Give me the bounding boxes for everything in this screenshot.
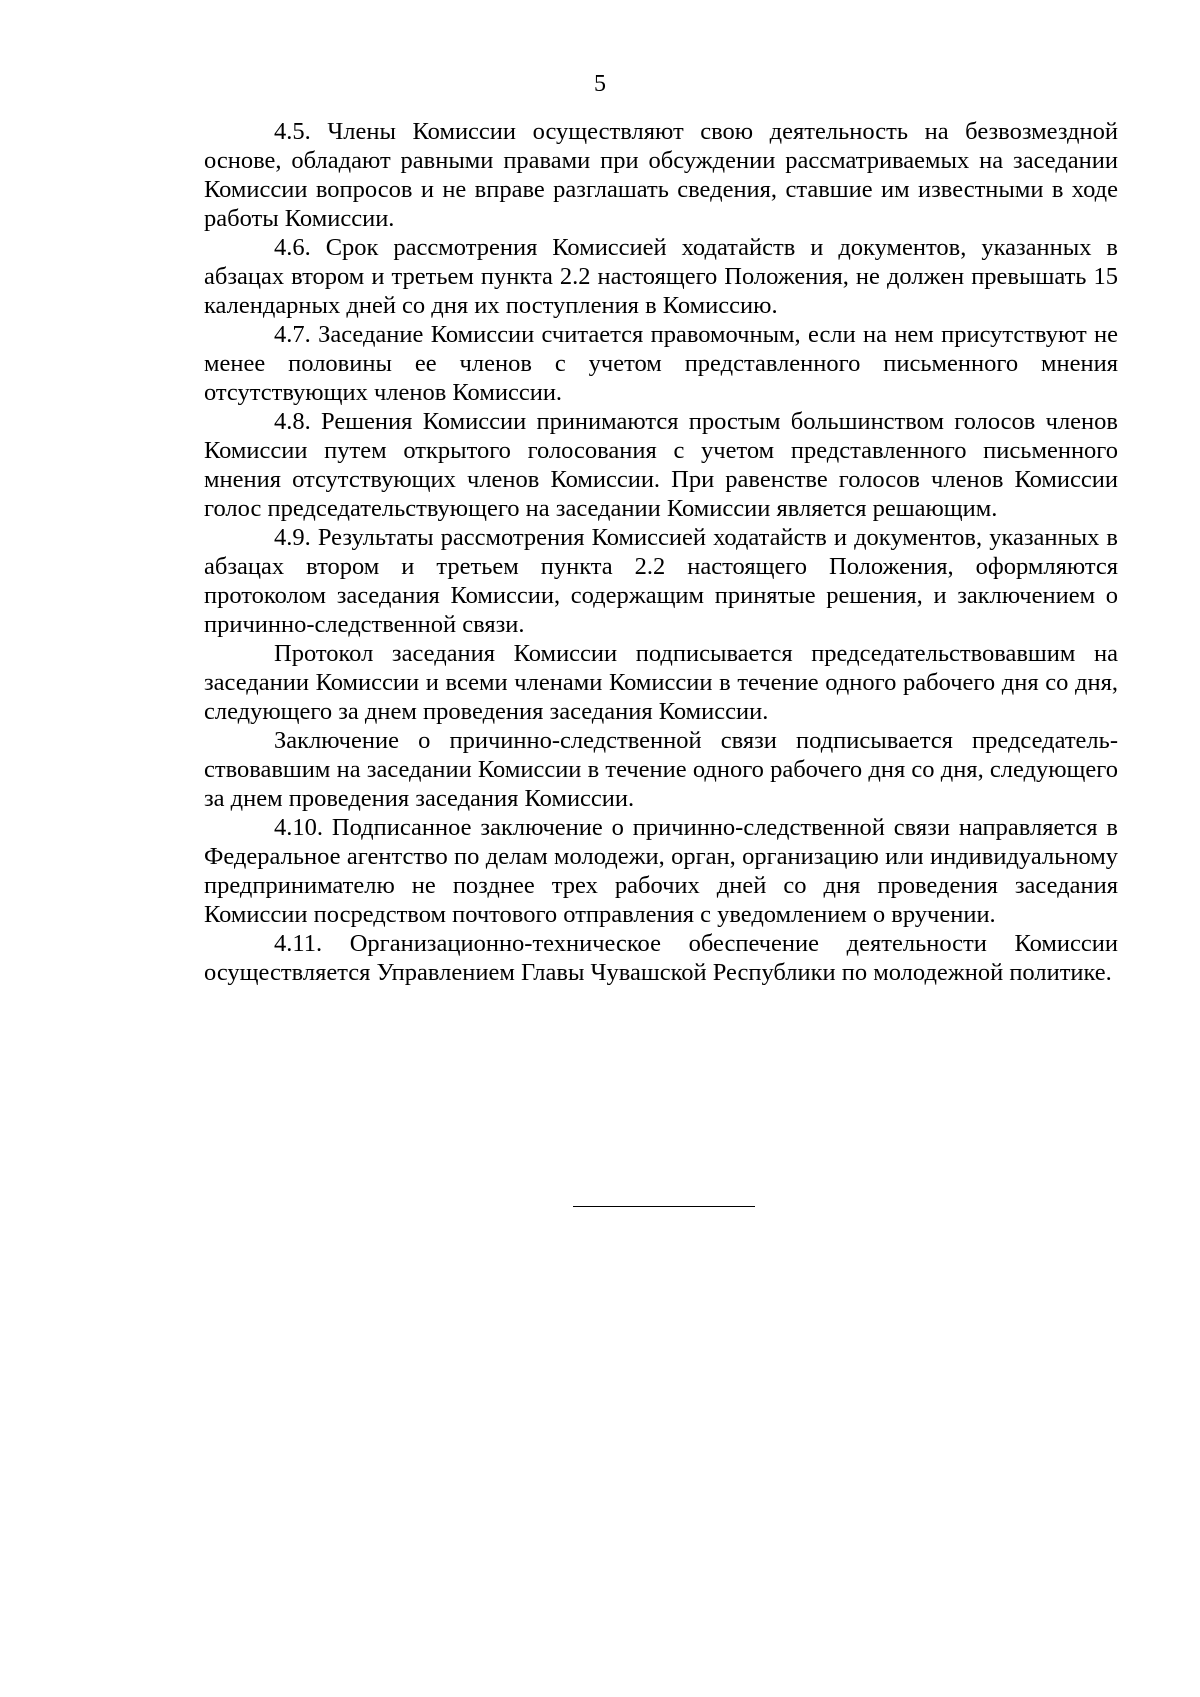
paragraph-conclusion: Заключение о причинно-следственной связи подписывается председательствовавшим на заседании Комиссии в течение одного рабочего дня со дня, следующего за днем проведения заседания Комиссии.: [204, 727, 1118, 812]
paragraph-4-5: 4.5. Члены Комиссии осуществляют свою деятельность на безвозмездной основе, обладают равными правами при обсуждении рассматриваемых на заседании Комиссии вопросов и не вправе разглашать сведения, ставшие им известными в ходе работы Комиссии.: [204, 118, 1118, 232]
paragraph-4-7: 4.7. Заседание Комиссии считается правомочным, если на нем присутствуют не менее половины ее членов с учетом представленного письменного мнения отсутствующих членов Комиссии.: [204, 321, 1118, 406]
document-body: [204, 117, 1118, 987]
paragraph-4-8: 4.8. Решения Комиссии принимаются простым большинством голосов членов Комиссии путем открытого голосования с учетом представленного письменного мнения отсутствующих членов Комиссии. При равенстве голосов членов Комиссии голос председательствующего на заседании Комиссии является решающим.: [204, 408, 1118, 522]
page-number: 5: [594, 71, 606, 97]
paragraph-protocol: Протокол заседания Комиссии подписывается председательствовавшим на заседании Комиссии и всеми членами Комиссии в течение одного рабочего дня со дня, следующего за днем проведения заседания Комиссии.: [204, 640, 1118, 725]
end-divider: [573, 1206, 755, 1207]
paragraph-4-9: 4.9. Результаты рассмотрения Комиссией ходатайств и документов, указанных в абзацах втором и третьем пункта 2.2 настоящего Положения, оформляются протоколом заседания Комиссии, содержащим принятые решения, и заключением о причинно-следственной связи.: [204, 524, 1118, 638]
paragraph-4-11: 4.11. Организационно-техническое обеспечение деятельности Комиссии осуществляется Управлением Главы Чувашской Республики по молодежной политике.: [204, 930, 1118, 986]
paragraph-4-6: 4.6. Срок рассмотрения Комиссией ходатайств и документов, указанных в абзацах втором и третьем пункта 2.2 настоящего Положения, не должен превышать 15 календарных дней со дня их поступления в Комиссию.: [204, 234, 1118, 319]
paragraph-4-10: 4.10. Подписанное заключение о причинно-следственной связи направляется в Федеральное агентство по делам молодежи, орган, организацию или индивидуальному предпринимателю не позднее трех рабочих дней со дня проведения заседания Комиссии посредством почтового отправления с уведомлением о вручении.: [204, 814, 1118, 928]
